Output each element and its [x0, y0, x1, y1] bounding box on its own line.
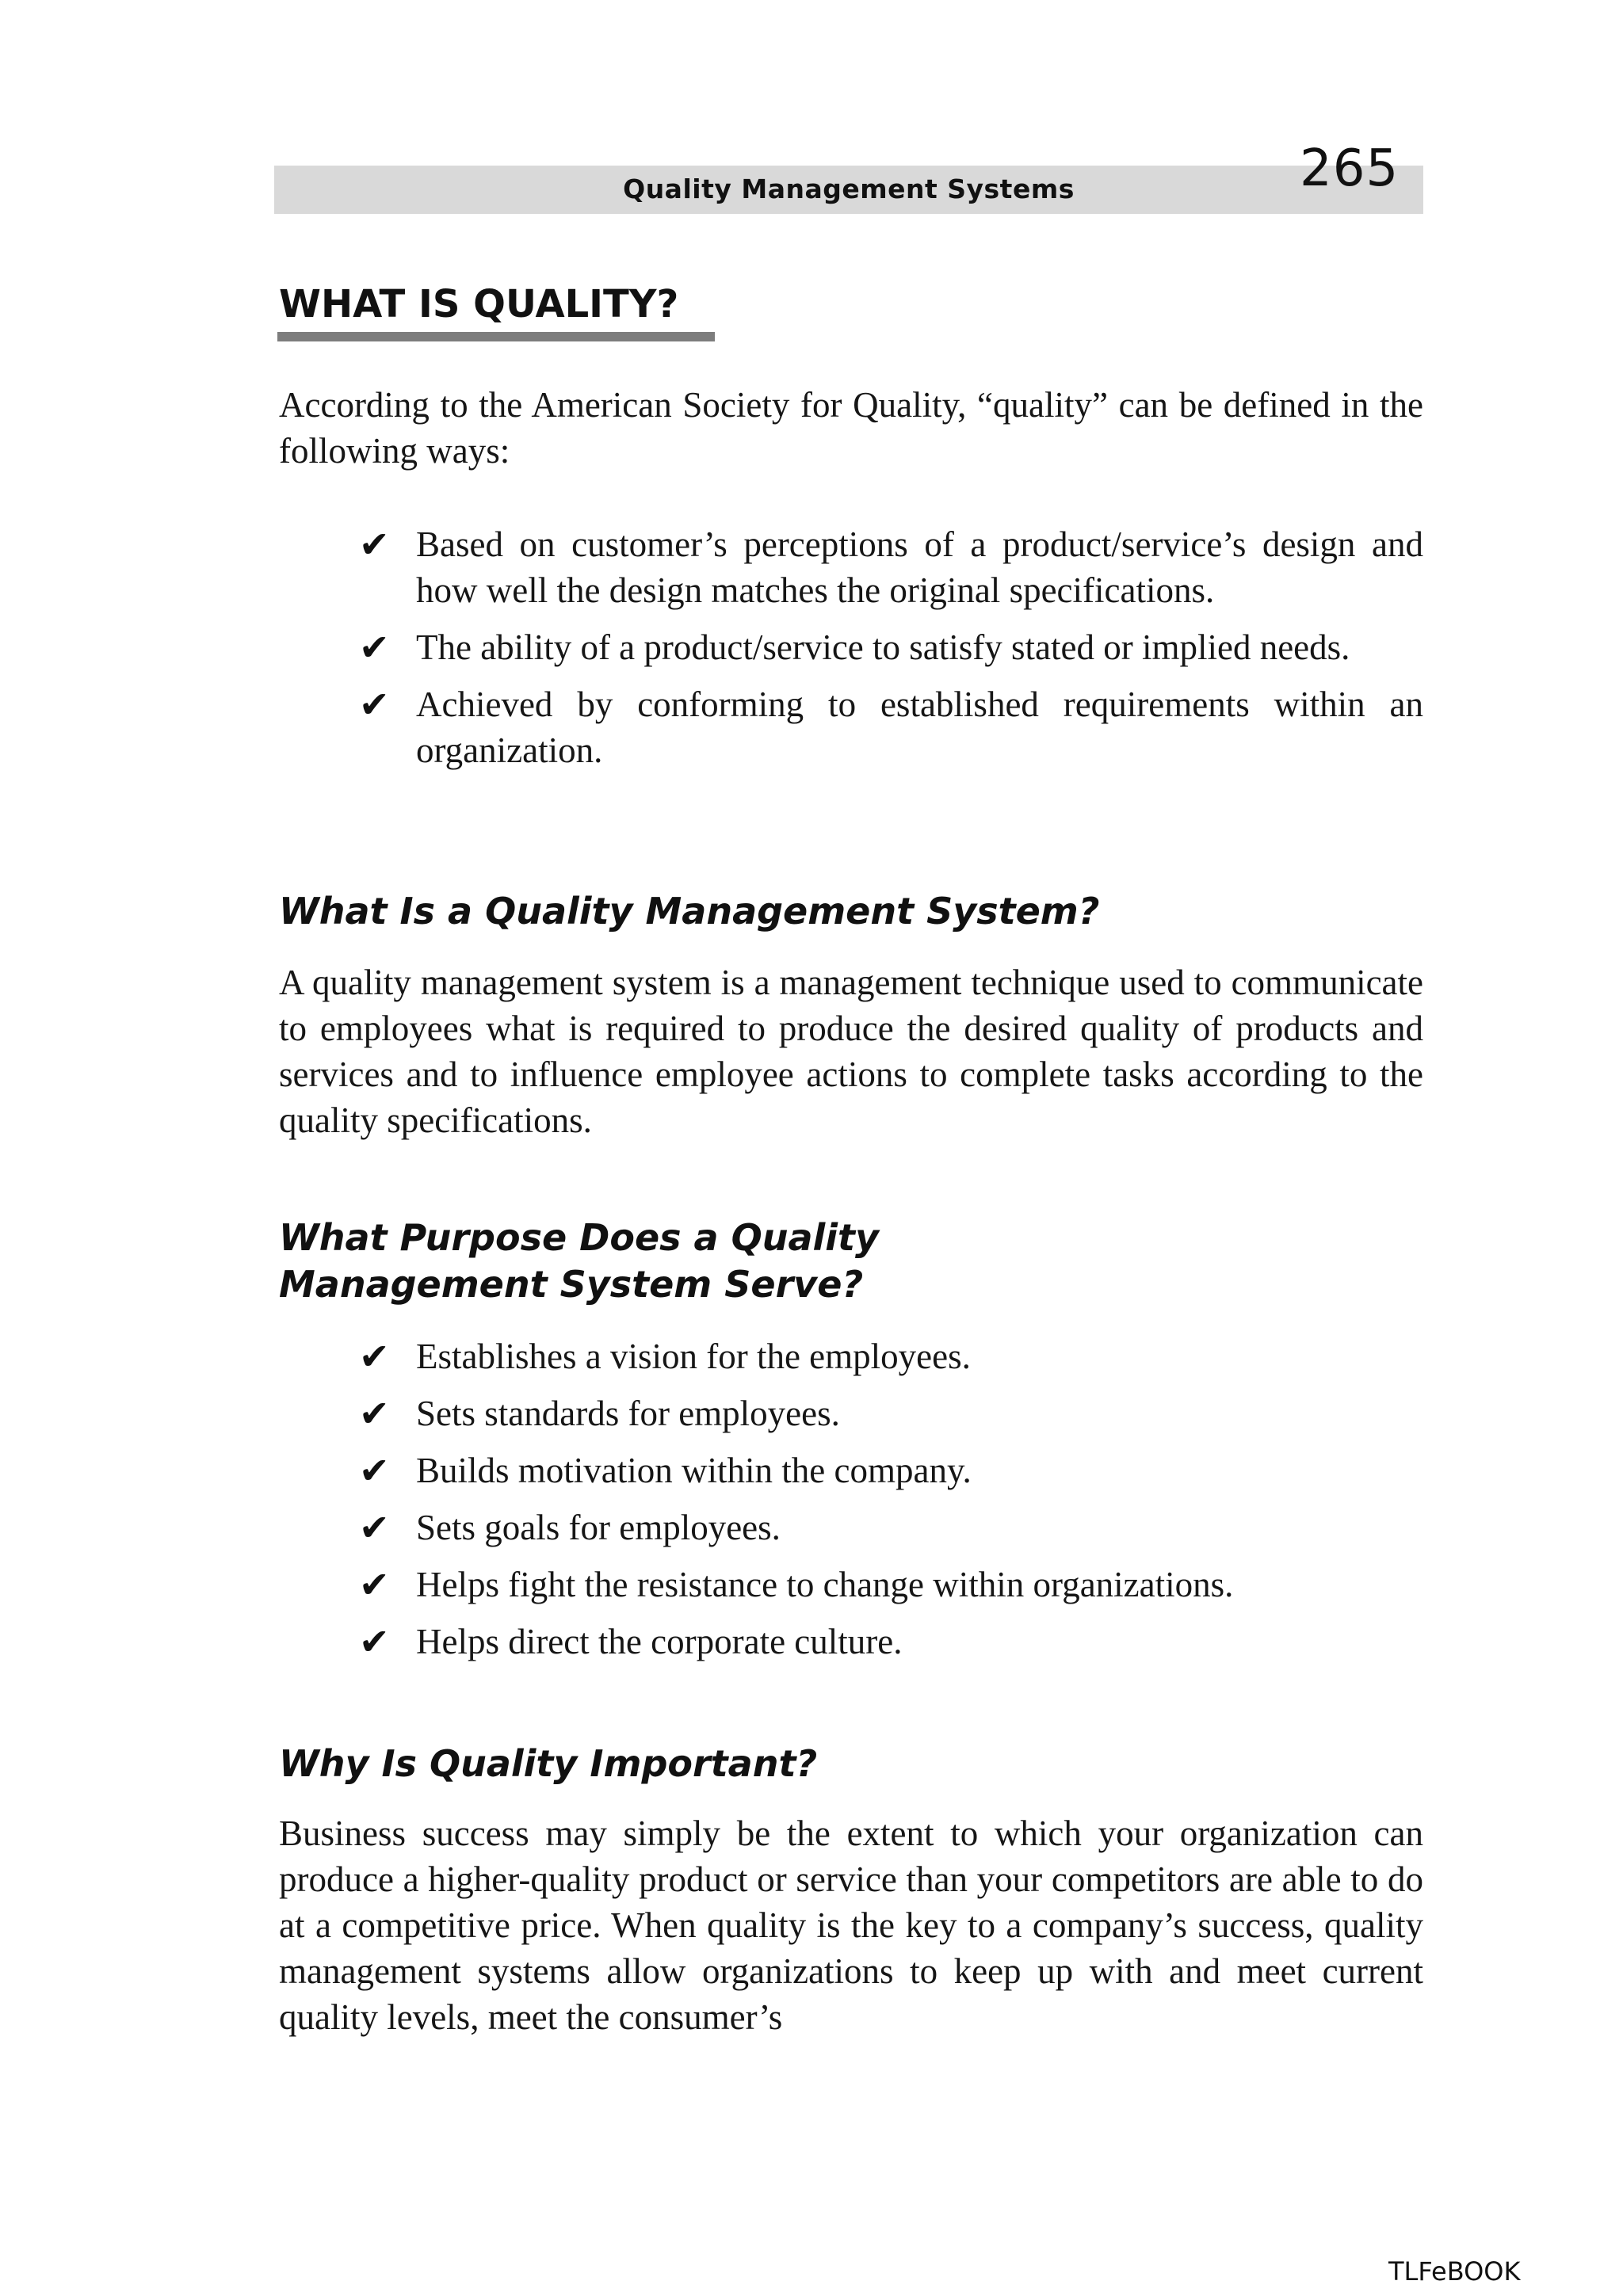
section-heading-what-is-qms: What Is a Quality Management System? — [279, 890, 1100, 933]
list-item — [359, 681, 1423, 773]
checkmark-icon: ✔ — [359, 1335, 390, 1378]
list-item — [359, 1390, 1423, 1436]
checkmark-icon: ✔ — [359, 1449, 390, 1492]
list-item-text: Helps direct the corporate culture. — [416, 1622, 903, 1661]
checkmark-icon: ✔ — [359, 1620, 390, 1663]
list-item — [359, 1333, 1423, 1379]
heading-underline-rule — [277, 332, 715, 341]
list-item — [359, 1447, 1423, 1493]
checkmark-icon: ✔ — [359, 1392, 390, 1435]
list-item — [359, 521, 1423, 613]
running-header — [274, 166, 1423, 214]
intro-paragraph: According to the American Society for Quality, “quality” can be defined in the following ways: — [279, 385, 1423, 471]
checkmark-icon: ✔ — [359, 683, 390, 726]
list-item-text: Helps fight the resistance to change within organizations. — [416, 1565, 1234, 1604]
list-item-text: The ability of a product/service to satisfy stated or implied needs. — [416, 627, 1350, 667]
list-item — [359, 1562, 1423, 1608]
section-heading-why-quality-important: Why Is Quality Important? — [279, 1742, 818, 1785]
running-header-title: Quality Management Systems — [623, 174, 1075, 204]
qms-purpose-list — [359, 1333, 1423, 1665]
checkmark-icon: ✔ — [359, 626, 390, 669]
checkmark-icon: ✔ — [359, 1563, 390, 1606]
list-item-text: Achieved by conforming to established requirements within an organization. — [416, 685, 1423, 770]
list-item-text: Based on customer’s perceptions of a product/service’s design and how well the design matches the original specifications. — [416, 524, 1423, 610]
heading-line-2: Management System Serve? — [279, 1263, 864, 1306]
page-number: 265 — [1300, 139, 1400, 198]
quality-importance-paragraph: Business success may simply be the extent to which your organization can produce a higher-quality product or service than your competitors are able to do at a competitive price. When quality is the key to a company’s success, quality management systems allow organizations to keep up with and meet current quality levels, meet the consumer’s — [279, 1814, 1423, 2037]
list-item-text: Establishes a vision for the employees. — [416, 1337, 971, 1376]
list-item — [359, 1505, 1423, 1550]
list-item-text: Builds motivation within the company. — [416, 1451, 972, 1490]
checkmark-icon: ✔ — [359, 1506, 390, 1549]
list-item — [359, 624, 1423, 670]
checkmark-icon: ✔ — [359, 523, 390, 566]
quality-definitions-list — [359, 521, 1423, 773]
footer-watermark: TLFeBOOK — [1388, 2256, 1521, 2286]
section-heading-qms-purpose — [279, 1215, 879, 1308]
qms-definition-paragraph: A quality management system is a management technique used to communicate to employees what is required to produce the desired quality of products and services and to influence employee actions to complete tasks according to the quality specifications. — [279, 963, 1423, 1140]
heading-line-1: What Purpose Does a Quality — [279, 1216, 880, 1259]
list-item-text: Sets goals for employees. — [416, 1508, 781, 1547]
list-item-text: Sets standards for employees. — [416, 1394, 840, 1433]
list-item — [359, 1619, 1423, 1665]
section-heading-what-is-quality: WHAT IS QUALITY? — [279, 282, 679, 326]
